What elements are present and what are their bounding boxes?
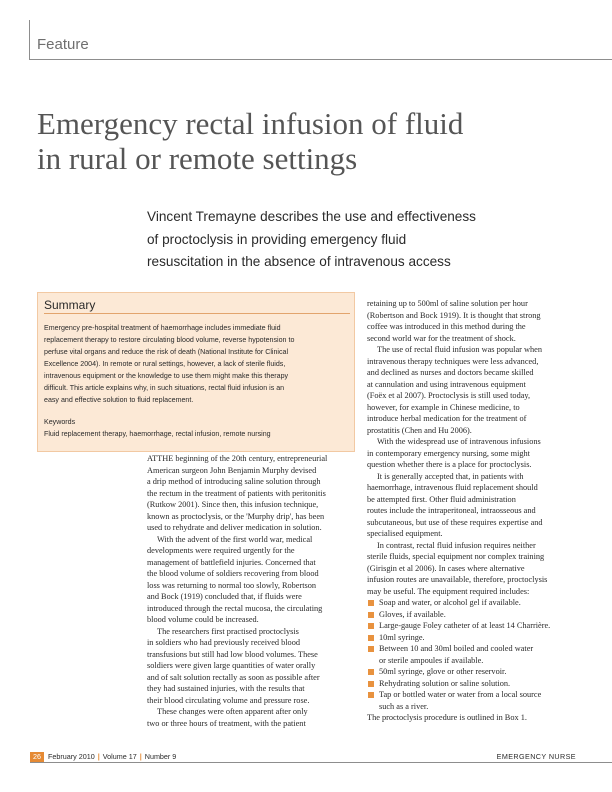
equipment-line: Rehydrating solution or saline solution. (379, 678, 511, 688)
body-line: ATTHE beginning of the 20th century, entrepreneurial (147, 454, 328, 463)
body-line: known as proctoclysis, or the 'Murphy drip', has been (147, 511, 325, 521)
summary-heading: Summary (44, 298, 350, 314)
separator: | (139, 752, 142, 761)
body-line: loss was returning to normal too slowly, Robertson (147, 580, 317, 590)
equipment-item (367, 597, 579, 609)
keywords-text: Fluid replacement therapy, haemorrhage, rectal infusion, remote nursing (44, 430, 271, 438)
body-line: introduce herbal medication for the treatment of (367, 414, 527, 423)
body-line: coffee was introduced in this method during the (367, 322, 526, 331)
issue-date: February 2010 (48, 752, 95, 761)
body-line: soldiers were given large quantities of water orally (147, 661, 316, 670)
equipment-item (367, 689, 579, 712)
body-line: management of battlefield injuries. Concerned that (147, 557, 316, 567)
body-line: (Robertson and Bock 1919). It is thought that strong (367, 310, 541, 320)
body-line: sterile fluids, special equipment nor complex training (367, 552, 545, 561)
issue-volume: Volume 17 (102, 752, 137, 761)
body-line: their blood circulating volume and pressure rose. (147, 695, 310, 705)
summary-line: Emergency pre-hospital treatment of haemorrhage includes immediate fluid (44, 324, 281, 332)
body-line: blood volume could be increased. (147, 615, 259, 624)
body-line: question whether there is a place for proctoclysis. (367, 460, 532, 469)
body-line: used to rehydrate and deliver medication in solution. (147, 523, 322, 532)
equipment-item (367, 620, 579, 632)
body-paragraph (367, 471, 579, 540)
body-line: developments were required urgently for the (147, 546, 295, 555)
body-line: introduced through the rectal mucosa, the circulating (147, 603, 323, 613)
equipment-line: 50ml syringe, glove or other reservoir. (379, 667, 507, 676)
title-line: in rural or remote settings (37, 141, 358, 176)
header-side-rule (29, 20, 30, 60)
body-line: The use of rectal fluid infusion was popular when (377, 345, 542, 354)
equipment-line: Tap or bottled water or water from a local source (379, 690, 542, 699)
summary-box (37, 292, 355, 452)
body-line: at cannulation and using intravenous equipment (367, 379, 526, 389)
square-bullet-icon (368, 681, 374, 687)
body-line: (Rutkow 2001). Since then, this infusion technique, (147, 500, 319, 509)
body-paragraph (147, 706, 357, 729)
equipment-line: 10ml syringe. (379, 632, 425, 642)
keywords-heading: Keywords (44, 418, 76, 426)
equipment-line: Large-gauge Foley catheter of at least 14 Charrière. (379, 621, 551, 630)
equipment-item (367, 632, 579, 644)
body-paragraph (147, 453, 357, 534)
body-column-right (367, 298, 579, 724)
square-bullet-icon (368, 692, 374, 698)
body-line: in contemporary emergency nursing, some might (367, 448, 530, 458)
body-line: may be useful. The equipment required includes: (367, 586, 530, 596)
body-line: (Foëx et al 2007). Proctoclysis is still used today, (367, 391, 531, 400)
equipment-list (367, 597, 579, 712)
summary-line: intravenous equipment or the knowledge to use them might make this therapy (44, 372, 289, 380)
body-line: (Girisgin et al 2006). In cases where alternative (367, 563, 525, 573)
standfirst-line: Vincent Tremayne describes the use and effectiveness (147, 209, 476, 224)
equipment-item (367, 666, 579, 678)
body-line: second world war for the treatment of shock. (367, 333, 516, 343)
body-line: and declined as nurses and doctors became skilled (367, 368, 534, 377)
body-line: transfusions but still had low blood volumes. These (147, 649, 318, 659)
body-line: American surgeon John Benjamin Murphy devised (147, 465, 317, 475)
body-line: These changes were often apparent after only (157, 707, 308, 716)
body-line: and Bock (1919) concluded that, if fluids were (147, 592, 302, 601)
summary-line: perfuse vital organs and reduce the risk of death (National Institute for Clinical (44, 348, 289, 356)
body-paragraph (147, 626, 357, 707)
issue-info (48, 752, 176, 762)
summary-line: Excellence 2004). In remote or rural settings, however, a lack of sterile fluids, (44, 360, 286, 368)
body-line: haemorrhage, intravenous fluid replacement should (367, 483, 538, 492)
body-line: in soldiers who had previously received blood (147, 638, 300, 647)
square-bullet-icon (368, 600, 374, 606)
closing-line: The proctoclysis procedure is outlined in Box 1. (367, 713, 527, 722)
square-bullet-icon (368, 623, 374, 629)
body-line: they had sustained injuries, with the results that (147, 684, 305, 693)
equipment-line: Gloves, if available. (379, 609, 446, 619)
summary-line: difficult. This article explains why, in such situations, rectal fluid infusion is an (44, 384, 285, 392)
standfirst-line: of proctoclysis in providing emergency fluid (147, 231, 407, 247)
body-line: a drip method of introducing saline solution through (147, 477, 321, 486)
standfirst (147, 206, 567, 274)
body-line: infusion routes are unavailable, therefore, proctoclysis (367, 575, 548, 584)
issue-number: Number 9 (144, 752, 177, 761)
body-line: however, for example in Chinese medicine, to (367, 402, 520, 412)
section-label: Feature (37, 36, 89, 53)
square-bullet-icon (368, 669, 374, 675)
equipment-line: Soap and water, or alcohol gel if available. (379, 598, 521, 607)
title-line: Emergency rectal infusion of fluid (37, 106, 464, 141)
body-line: The researchers first practised proctoclysis (157, 626, 299, 636)
body-line: With the advent of the first world war, medical (157, 534, 313, 544)
body-line: subcutaneous, but use of these requires expertise and (367, 517, 543, 527)
body-line: be attempted first. Other fluid administration (367, 494, 516, 504)
body-line: the rectum in the treatment of patients with peritonitis (147, 488, 326, 498)
summary-line: replacement therapy to restore circulating blood volume, reverse hypotension to (44, 336, 295, 344)
summary-text (44, 322, 346, 406)
body-line: intravenous therapy techniques were less advanced, (367, 356, 539, 366)
body-line: With the widespread use of intravenous infusions (377, 437, 541, 446)
body-line: and of salt solution rectally as soon as possible after (147, 672, 320, 682)
equipment-item (367, 678, 579, 690)
body-line: prostatitis (Chen and Hu 2006). (367, 425, 472, 435)
body-column-left (147, 453, 357, 729)
journal-name: EMERGENCY NURSE (496, 752, 576, 761)
equipment-line: or sterile ampoules if available. (379, 655, 484, 665)
footer-rule (30, 762, 612, 763)
equipment-item (367, 643, 579, 666)
square-bullet-icon (368, 635, 374, 641)
body-line: In contrast, rectal fluid infusion requires neither (377, 540, 536, 550)
body-line: two or three hours of treatment, with the patient (147, 718, 306, 728)
standfirst-line: resuscitation in the absence of intravenous access (147, 254, 451, 269)
body-paragraph (367, 540, 579, 598)
equipment-item (367, 609, 579, 621)
body-line: routes include the intraperitoneal, intraosseous and (367, 506, 536, 515)
equipment-line: Between 10 and 30ml boiled and cooled water (379, 644, 534, 653)
body-paragraph (367, 344, 579, 436)
body-line: retaining up to 500ml of saline solution per hour (367, 299, 528, 308)
summary-line: easy and effective solution to fluid replacement. (44, 396, 194, 404)
body-line: It is generally accepted that, in patients with (377, 471, 524, 481)
body-paragraph (367, 298, 579, 344)
square-bullet-icon (368, 612, 374, 618)
body-line: the blood volume of soldiers recovering from blood (147, 569, 319, 578)
page-number: 26 (30, 752, 44, 762)
body-paragraph (147, 534, 357, 626)
separator: | (97, 752, 100, 761)
equipment-line: such as a river. (379, 701, 429, 711)
body-line: specialised equipment. (367, 529, 443, 538)
body-paragraph (367, 436, 579, 471)
header-rule (30, 59, 612, 60)
article-title (37, 106, 597, 176)
square-bullet-icon (368, 646, 374, 652)
